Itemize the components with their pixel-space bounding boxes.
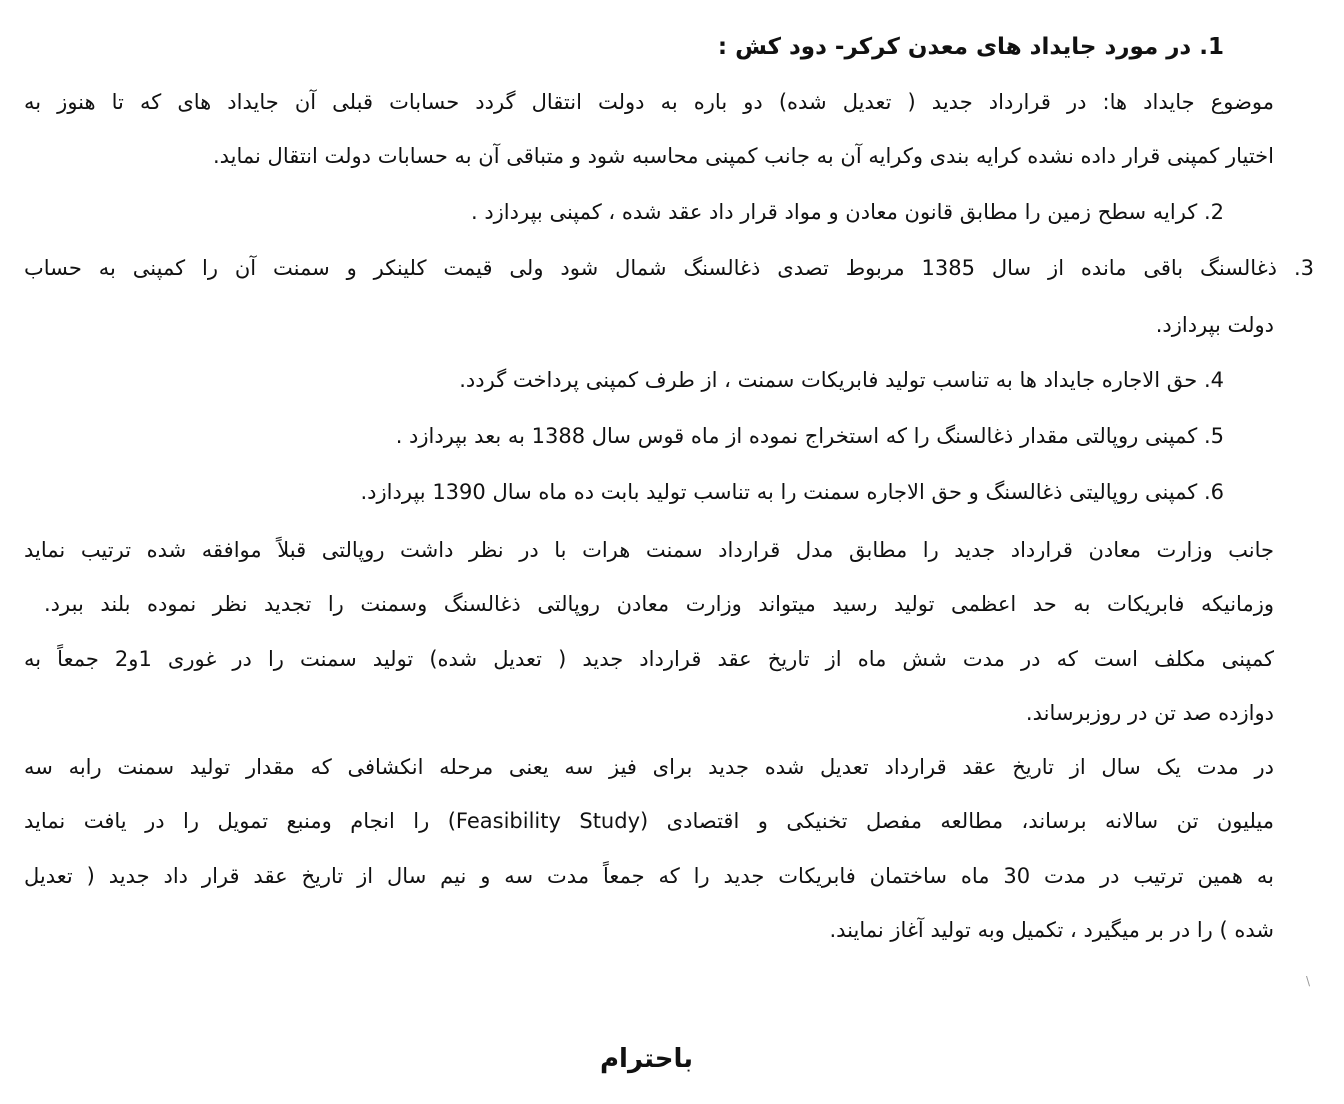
list-item-3-line-1: 3. ذغالسنگ باقی مانده از سال 1385 مربوط تصدی ذغالسنگ شمال شود ولی قیمت کلینکر و سمنت آن را کمپنی به حساب: [24, 256, 1314, 280]
paragraph-3-line-1: کمپنی مکلف است که در مدت شش ماه از تاریخ عقد قرارداد جدید ( تعدیل شده) تولید سمنت را در غوری 1و2 جمعاً به: [24, 647, 1274, 671]
section-heading: 1. در مورد جایداد های معدن کرکر- دود کش :: [717, 34, 1224, 60]
paragraph-1-line-1: موضوع جایداد ها: در قرارداد جدید ( تعدیل شده) دو باره به دولت انتقال گردد حسابات قبلی آن جایداد های که تا هنوز به: [24, 90, 1274, 114]
list-item-6: 6. کمپنی روپالیتی ذغالسنگ و حق الاجاره سمنت را به تناسب تولید بابت ده ماه سال 1390 بپردازد.: [360, 480, 1224, 504]
list-item-3-line-2: دولت بپردازد.: [1155, 313, 1274, 337]
paragraph-4-line-1: در مدت یک سال از تاریخ عقد قرارداد تعدیل شده جدید برای فیز سه یعنی مرحله انکشافی که مقدار تولید سمنت رابه سه: [24, 755, 1274, 779]
closing-salutation: باحترام: [600, 1044, 694, 1074]
paragraph-2-line-2: وزمانیکه فابریکات به حد اعظمی تولید رسید میتواند وزارت معادن روپالتی ذغالسنگ وسمنت را تجدید نظر نموده بلند ببرد.: [44, 592, 1274, 616]
margin-mark: \: [1306, 974, 1311, 988]
paragraph-4-line-2: میلیون تن سالانه برساند، مطالعه مفصل تخنیکی و اقتصادی (Feasibility Study) را انجام ومنبع تمویل را در یافت نماید: [24, 809, 1275, 833]
paragraph-2-line-1: جانب وزارت معادن قرارداد جدید را مطابق مدل قرارداد سمنت هرات با در نظر داشت روپالتی قبلاً موافقه شده ترتیب نماید: [24, 538, 1274, 562]
list-item-4: 4. حق الاجاره جایداد ها به تناسب تولید فابریکات سمنت ، از طرف کمپنی پرداخت گردد.: [459, 368, 1224, 392]
list-item-5: 5. کمپنی روپالتی مقدار ذغالسنگ را که استخراج نموده از ماه قوس سال 1388 به بعد بپردازد .: [395, 424, 1224, 448]
paragraph-4-line-3: به همین ترتیب در مدت 30 ماه ساختمان فابریکات جدید را که جمعاً مدت سه و نیم سال از تاریخ عقد قرار داد جدید ( تعدیل: [24, 864, 1274, 888]
paragraph-3-line-2: دوازده صد تن در روزبرساند.: [1025, 701, 1274, 725]
paragraph-1-line-2: اختیار کمپنی قرار داده نشده کرایه بندی وکرایه آن به جانب کمپنی محاسبه شود و متباقی آن به حسابات دولت انتقال نماید.: [212, 144, 1274, 168]
paragraph-4-line-4: شده ) را در بر میگیرد ، تکمیل وبه تولید آغاز نمایند.: [829, 918, 1274, 942]
list-item-2: 2. کرایه سطح زمین را مطابق قانون معادن و مواد قرار داد عقد شده ، کمپنی بپردازد .: [470, 200, 1224, 224]
